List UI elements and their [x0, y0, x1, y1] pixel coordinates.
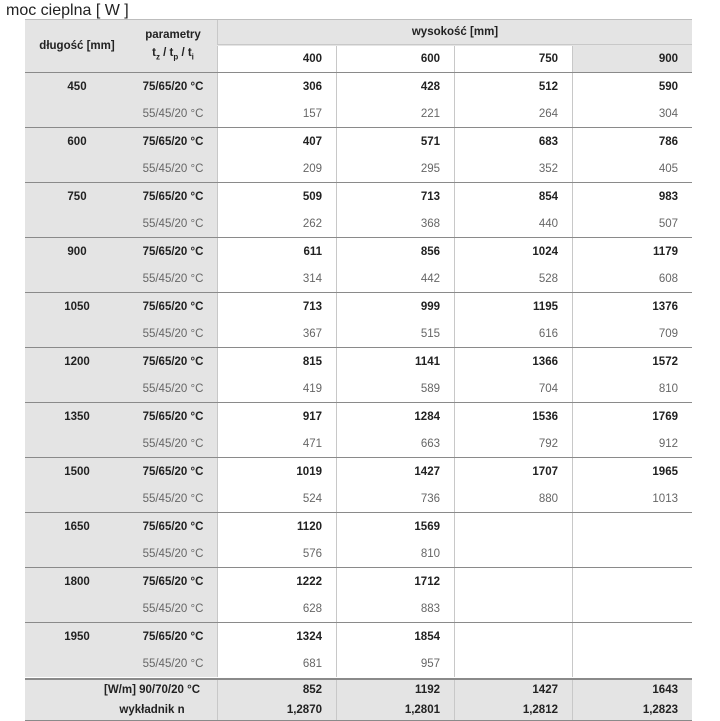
value-cell: 912 [572, 430, 692, 457]
parameters-cell: 55/45/20 °C [129, 595, 217, 622]
value-cell: 786 [572, 128, 692, 155]
value-cell [572, 623, 692, 650]
table-row [25, 485, 692, 512]
value-cell: 314 [217, 265, 336, 292]
footer-value: 852 [217, 680, 336, 700]
table-row [25, 73, 692, 100]
value-cell: 264 [454, 100, 572, 127]
length-group [25, 237, 692, 292]
table-row [25, 265, 692, 292]
length-cell [25, 540, 129, 567]
value-cell: 1569 [336, 513, 454, 540]
length-cell [25, 210, 129, 237]
parameters-cell: 55/45/20 °C [129, 155, 217, 182]
table-row [25, 403, 692, 430]
table-row [25, 183, 692, 210]
value-cell: 1179 [572, 238, 692, 265]
value-cell: 1854 [336, 623, 454, 650]
length-cell: 750 [25, 183, 129, 210]
parameters-cell: 75/65/20 °C [129, 128, 217, 155]
parameters-cell: 75/65/20 °C [129, 183, 217, 210]
value-cell: 713 [336, 183, 454, 210]
value-cell: 1707 [454, 458, 572, 485]
length-group [25, 622, 692, 677]
length-group [25, 127, 692, 182]
length-group [25, 182, 692, 237]
value-cell: 509 [217, 183, 336, 210]
value-cell: 608 [572, 265, 692, 292]
value-cell: 713 [217, 293, 336, 320]
parameters-cell: 75/65/20 °C [129, 293, 217, 320]
value-cell: 1195 [454, 293, 572, 320]
height-col-400: 400 [217, 46, 336, 72]
length-group [25, 402, 692, 457]
length-cell [25, 100, 129, 127]
height-col-900: 900 [572, 46, 692, 72]
value-cell: 507 [572, 210, 692, 237]
value-cell [454, 568, 572, 595]
parameters-cell: 55/45/20 °C [129, 265, 217, 292]
value-cell [572, 513, 692, 540]
value-cell [572, 595, 692, 622]
value-cell: 1769 [572, 403, 692, 430]
value-cell: 856 [336, 238, 454, 265]
value-cell: 1019 [217, 458, 336, 485]
value-cell [454, 540, 572, 567]
table-row [25, 320, 692, 347]
parameters-cell: 55/45/20 °C [129, 100, 217, 127]
footer-value: 1,2870 [217, 700, 336, 720]
length-cell [25, 485, 129, 512]
value-cell: 616 [454, 320, 572, 347]
value-cell: 810 [572, 375, 692, 402]
length-cell [25, 430, 129, 457]
value-cell: 810 [336, 540, 454, 567]
value-cell: 428 [336, 73, 454, 100]
parameters-symbols: $t_z / t_p / t_i$ [152, 46, 194, 62]
table-row [25, 238, 692, 265]
value-cell: 304 [572, 100, 692, 127]
value-cell: 524 [217, 485, 336, 512]
length-group [25, 512, 692, 567]
page-title: moc cieplna [ W ] [6, 2, 129, 19]
length-cell [25, 155, 129, 182]
value-cell: 1284 [336, 403, 454, 430]
length-cell: 1350 [25, 403, 129, 430]
table-body [25, 72, 692, 677]
value-cell: 419 [217, 375, 336, 402]
value-cell: 883 [336, 595, 454, 622]
parameters-header [129, 20, 217, 72]
table-row [25, 513, 692, 540]
value-cell [454, 650, 572, 677]
value-cell: 1141 [336, 348, 454, 375]
length-cell: 1050 [25, 293, 129, 320]
value-cell: 440 [454, 210, 572, 237]
parameters-cell: 55/45/20 °C [129, 650, 217, 677]
value-cell: 917 [217, 403, 336, 430]
value-cell: 709 [572, 320, 692, 347]
table-row [25, 540, 692, 567]
length-cell: 900 [25, 238, 129, 265]
value-cell: 571 [336, 128, 454, 155]
value-cell: 704 [454, 375, 572, 402]
length-cell: 450 [25, 73, 129, 100]
value-cell [454, 623, 572, 650]
value-cell: 367 [217, 320, 336, 347]
value-cell [454, 513, 572, 540]
table-footer [25, 678, 692, 721]
value-cell: 815 [217, 348, 336, 375]
parameters-cell: 55/45/20 °C [129, 210, 217, 237]
value-cell: 999 [336, 293, 454, 320]
value-cell: 1324 [217, 623, 336, 650]
length-cell: 1200 [25, 348, 129, 375]
parameters-cell: 75/65/20 °C [129, 73, 217, 100]
length-group [25, 457, 692, 512]
value-cell: 628 [217, 595, 336, 622]
length-cell: 1650 [25, 513, 129, 540]
table-row [25, 595, 692, 622]
height-col-600: 600 [336, 46, 454, 72]
value-cell [572, 540, 692, 567]
table-row [25, 375, 692, 402]
table-row [25, 458, 692, 485]
value-cell: 1536 [454, 403, 572, 430]
parameters-cell: 75/65/20 °C [129, 348, 217, 375]
table-row [25, 623, 692, 650]
parameters-cell: 75/65/20 °C [129, 458, 217, 485]
value-cell: 792 [454, 430, 572, 457]
parameters-title: parametry [145, 28, 201, 41]
value-cell: 221 [336, 100, 454, 127]
height-header: wysokość [mm] [217, 20, 692, 45]
value-cell: 590 [572, 73, 692, 100]
value-cell: 209 [217, 155, 336, 182]
value-cell: 471 [217, 430, 336, 457]
value-cell: 407 [217, 128, 336, 155]
value-cell: 1013 [572, 485, 692, 512]
value-cell: 512 [454, 73, 572, 100]
value-cell: 736 [336, 485, 454, 512]
footer-value: 1,2812 [454, 700, 572, 720]
value-cell: 1572 [572, 348, 692, 375]
table-row [25, 155, 692, 182]
value-cell: 1120 [217, 513, 336, 540]
parameters-cell: 55/45/20 °C [129, 375, 217, 402]
table-row [25, 210, 692, 237]
parameters-cell: 75/65/20 °C [129, 513, 217, 540]
footer-value: 1192 [336, 680, 454, 700]
table-row [25, 128, 692, 155]
footer-row-wm [25, 680, 692, 700]
value-cell: 262 [217, 210, 336, 237]
value-cell: 611 [217, 238, 336, 265]
value-cell: 880 [454, 485, 572, 512]
length-group [25, 72, 692, 127]
parameters-cell: 75/65/20 °C [129, 623, 217, 650]
value-cell: 528 [454, 265, 572, 292]
table-row [25, 430, 692, 457]
height-columns [217, 46, 692, 72]
length-cell: 1950 [25, 623, 129, 650]
exponent-label: wykładnik n [119, 704, 185, 716]
length-cell [25, 375, 129, 402]
value-cell: 1712 [336, 568, 454, 595]
value-cell: 1376 [572, 293, 692, 320]
value-cell: 368 [336, 210, 454, 237]
footer-row-exponent [25, 700, 692, 720]
length-cell: 600 [25, 128, 129, 155]
value-cell [572, 568, 692, 595]
parameters-cell: 55/45/20 °C [129, 485, 217, 512]
value-cell: 957 [336, 650, 454, 677]
footer-value: 1643 [572, 680, 692, 700]
parameters-cell: 55/45/20 °C [129, 540, 217, 567]
value-cell: 683 [454, 128, 572, 155]
value-cell: 576 [217, 540, 336, 567]
value-cell: 1222 [217, 568, 336, 595]
value-cell: 663 [336, 430, 454, 457]
value-cell: 352 [454, 155, 572, 182]
value-cell: 515 [336, 320, 454, 347]
length-group [25, 347, 692, 402]
length-cell: 1800 [25, 568, 129, 595]
value-cell: 306 [217, 73, 336, 100]
table-row [25, 293, 692, 320]
wm-label: [W/m] 90/70/20 °C [104, 684, 200, 696]
parameters-cell: 75/65/20 °C [129, 568, 217, 595]
value-cell: 854 [454, 183, 572, 210]
value-cell: 442 [336, 265, 454, 292]
table-header [25, 19, 692, 72]
value-cell: 1366 [454, 348, 572, 375]
value-cell: 1024 [454, 238, 572, 265]
value-cell: 1427 [336, 458, 454, 485]
length-cell [25, 265, 129, 292]
heat-output-table [25, 19, 692, 677]
value-cell: 983 [572, 183, 692, 210]
footer-value: 1427 [454, 680, 572, 700]
value-cell: 405 [572, 155, 692, 182]
table-row [25, 568, 692, 595]
table-row [25, 348, 692, 375]
height-col-750: 750 [454, 46, 572, 72]
value-cell [572, 650, 692, 677]
value-cell: 681 [217, 650, 336, 677]
parameters-cell: 75/65/20 °C [129, 238, 217, 265]
length-cell [25, 595, 129, 622]
table-row [25, 650, 692, 677]
value-cell: 157 [217, 100, 336, 127]
length-cell [25, 320, 129, 347]
length-group [25, 292, 692, 347]
footer-value: 1,2823 [572, 700, 692, 720]
length-group [25, 567, 692, 622]
footer-value: 1,2801 [336, 700, 454, 720]
length-header: długość [mm] [39, 40, 115, 52]
value-cell: 1965 [572, 458, 692, 485]
parameters-cell: 75/65/20 °C [129, 403, 217, 430]
table-row [25, 100, 692, 127]
length-cell [25, 650, 129, 677]
length-cell: 1500 [25, 458, 129, 485]
value-cell [454, 595, 572, 622]
value-cell: 589 [336, 375, 454, 402]
value-cell: 295 [336, 155, 454, 182]
parameters-cell: 55/45/20 °C [129, 320, 217, 347]
parameters-cell: 55/45/20 °C [129, 430, 217, 457]
